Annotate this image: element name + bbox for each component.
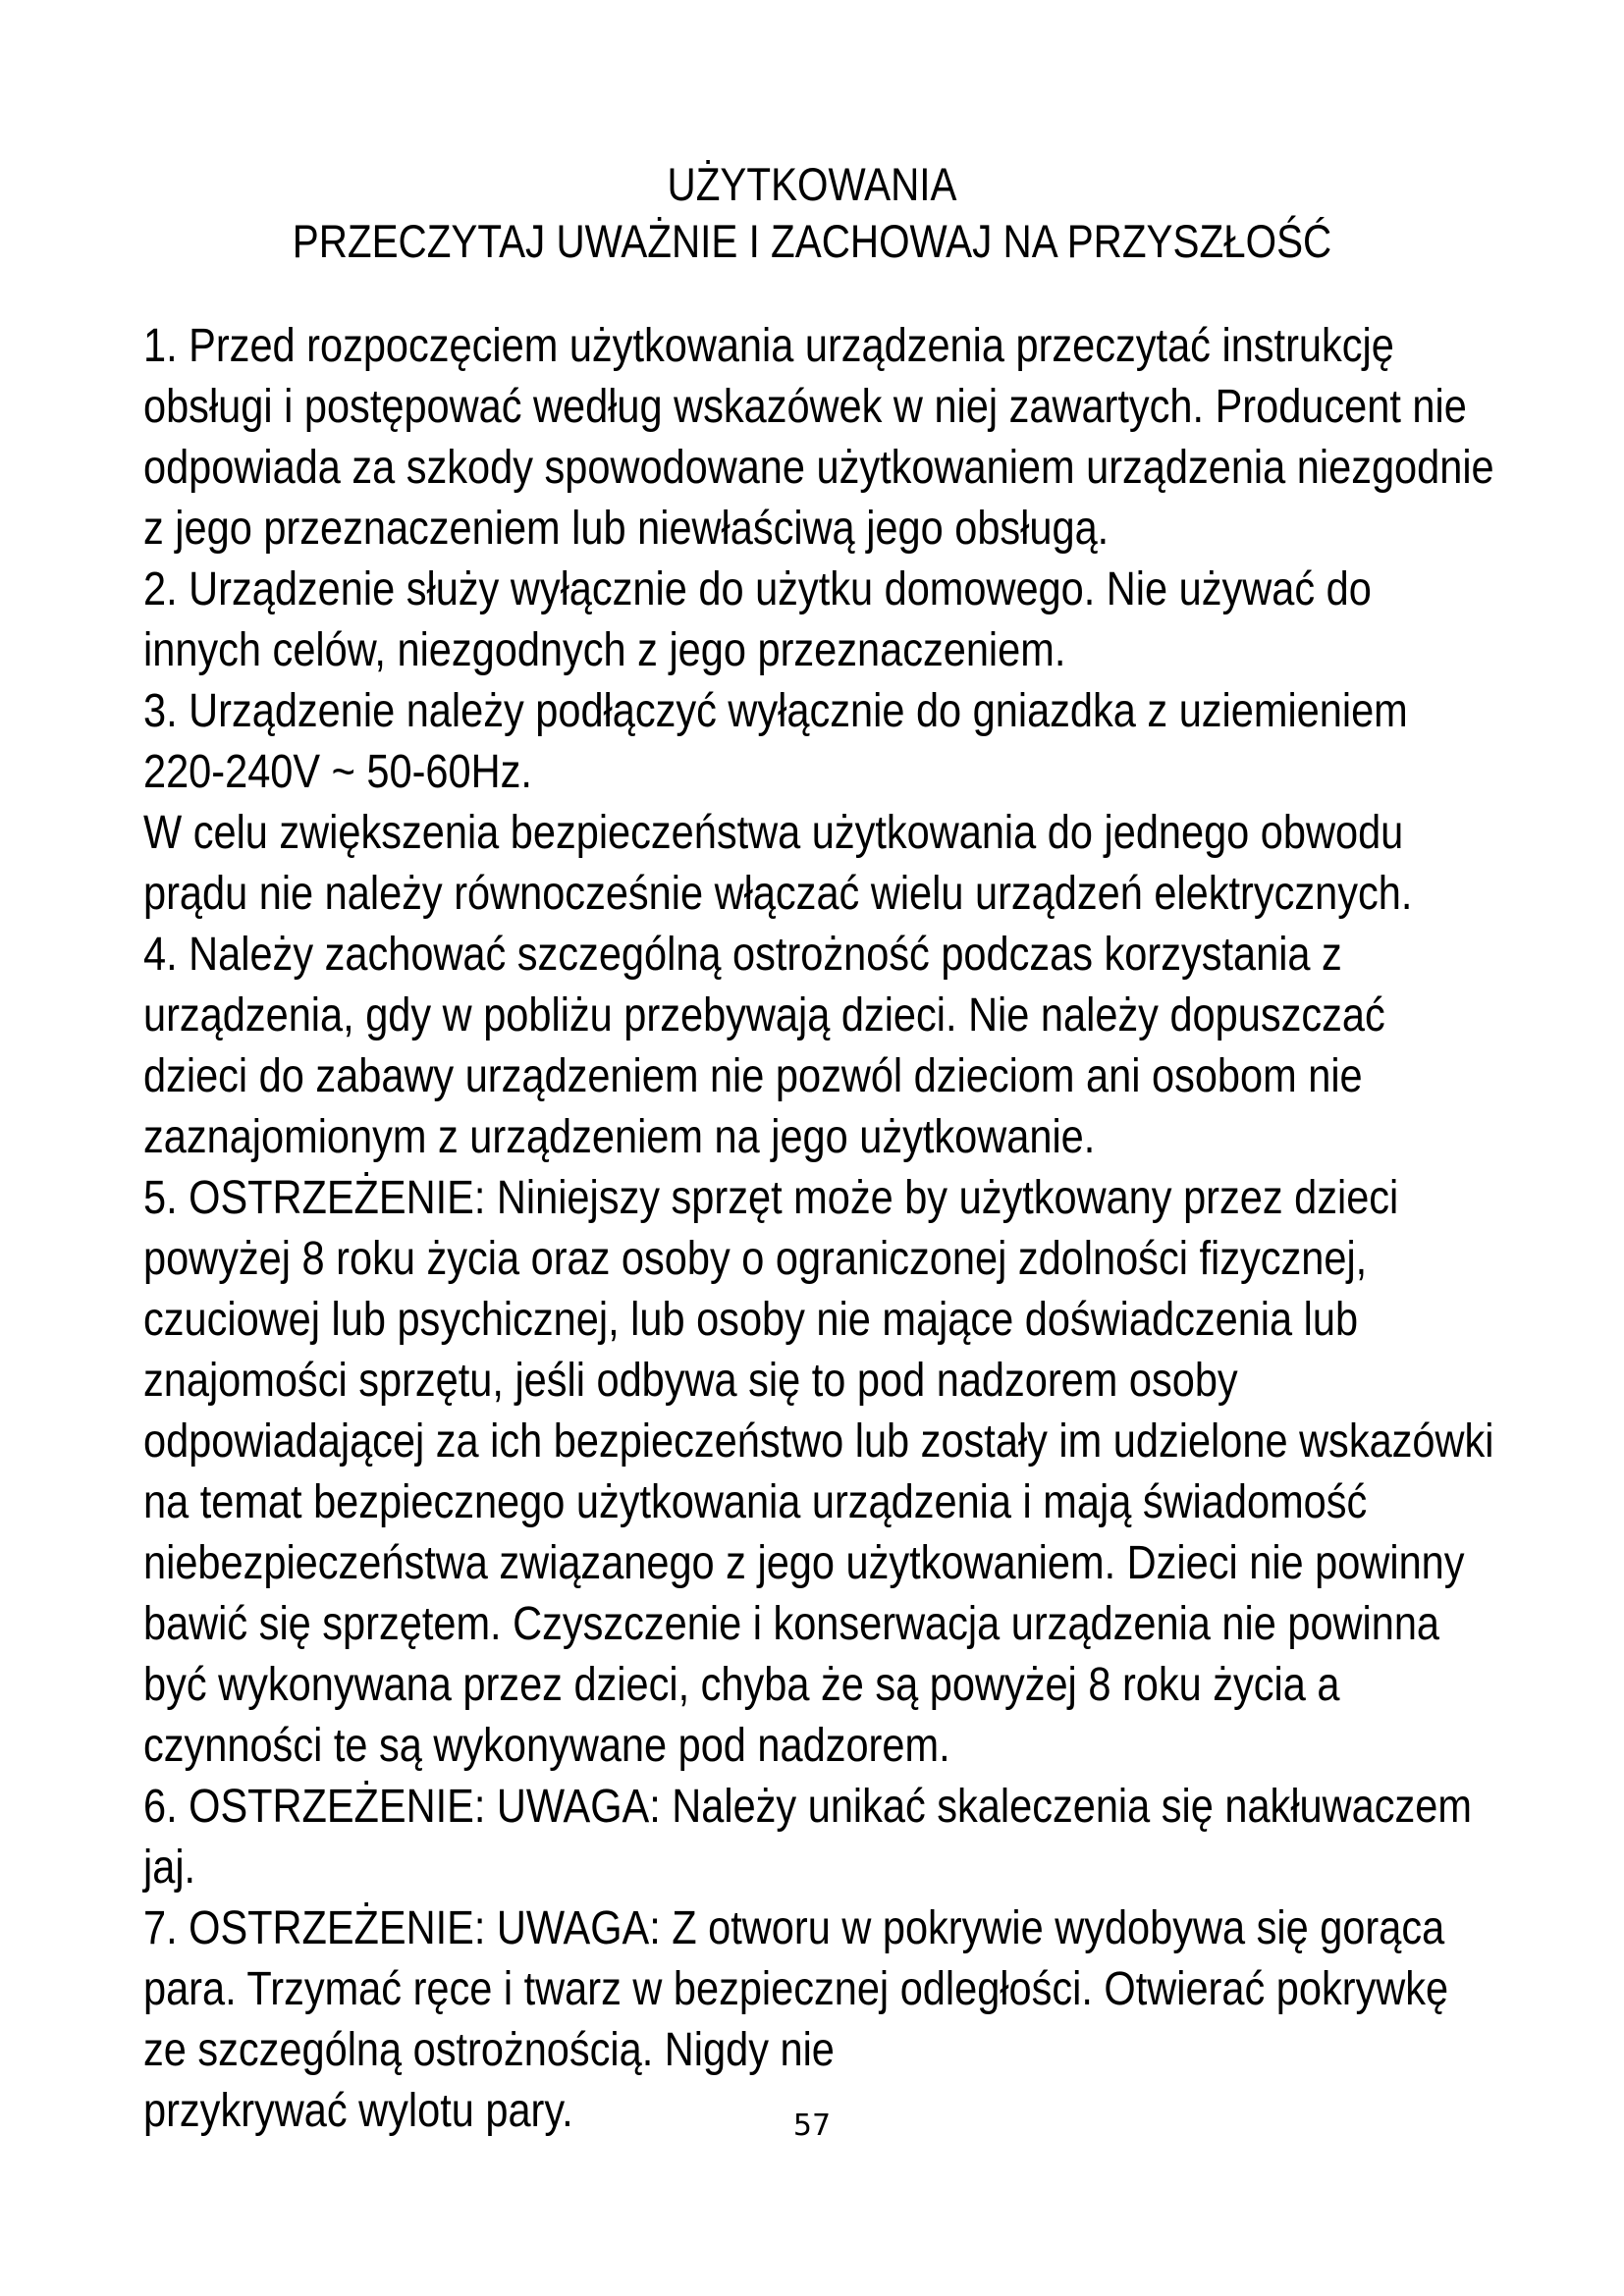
text-line: odpowiadającej za ich bezpieczeństwo lub zostały im udzielone wskazówki bbox=[143, 1415, 1494, 1468]
text-line: przykrywać wylotu pary. bbox=[143, 2085, 573, 2137]
instructions-body bbox=[143, 316, 1494, 2142]
text-line: para. Trzymać ręce i twarz w bezpiecznej odległości. Otwierać pokrywkę bbox=[143, 1963, 1449, 2015]
text-line: urządzenia, gdy w pobliżu przebywają dzieci. Nie należy dopuszczać bbox=[143, 989, 1385, 1041]
text-line: 6. OSTRZEŻENIE: UWAGA: Należy unikać skaleczenia się nakłuwaczem bbox=[143, 1781, 1472, 1833]
text-line: z jego przeznaczeniem lub niewłaściwą jego obsługą. bbox=[143, 503, 1110, 555]
text-line: powyżej 8 roku życia oraz osoby o ograniczonej zdolności fizycznej, bbox=[143, 1233, 1368, 1285]
heading-line-2: PRZECZYTAJ UWAŻNIE I ZACHOWAJ NA PRZYSZŁOŚĆ bbox=[292, 215, 1332, 267]
text-line: innych celów, niezgodnych z jego przeznaczeniem. bbox=[143, 624, 1066, 676]
text-line: 1. Przed rozpoczęciem użytkowania urządzenia przeczytać instrukcję bbox=[143, 320, 1394, 372]
text-line: czynności te są wykonywane pod nadzorem. bbox=[143, 1720, 950, 1772]
text-line: ze szczególną ostrożnością. Nigdy nie bbox=[143, 2024, 835, 2076]
text-line: 2. Urządzenie służy wyłącznie do użytku domowego. Nie używać do bbox=[143, 563, 1372, 615]
text-line: 3. Urządzenie należy podłączyć wyłącznie do gniazdka z uziemieniem bbox=[143, 685, 1408, 737]
text-line: bawić się sprzętem. Czyszczenie i konserwacja urządzenia nie powinna bbox=[143, 1598, 1440, 1650]
text-line: obsługi i postępować według wskazówek w niej zawartych. Producent nie bbox=[143, 381, 1467, 433]
text-line: prądu nie należy równocześnie włączać wielu urządzeń elektrycznych. bbox=[143, 868, 1413, 920]
page-number: 57 bbox=[792, 2109, 832, 2143]
text-line: jaj. bbox=[143, 1842, 196, 1894]
text-line: 7. OSTRZEŻENIE: UWAGA: Z otworu w pokrywie wydobywa się gorąca bbox=[143, 1902, 1445, 1954]
text-line: czuciowej lub psychicznej, lub osoby nie mające doświadczenia lub bbox=[143, 1294, 1359, 1346]
text-line: 220-240V ~ 50-60Hz. bbox=[143, 746, 532, 798]
text-line: odpowiada za szkody spowodowane użytkowaniem urządzenia niezgodnie bbox=[143, 442, 1494, 494]
text-line: niebezpieczeństwa związanego z jego użytkowaniem. Dzieci nie powinny bbox=[143, 1537, 1465, 1589]
text-line: 5. OSTRZEŻENIE: Niniejszy sprzęt może by użytkowany przez dzieci bbox=[143, 1172, 1399, 1224]
text-line: dzieci do zabawy urządzeniem nie pozwól dzieciom ani osobom nie bbox=[143, 1050, 1363, 1102]
text-line: na temat bezpiecznego użytkowania urządzenia i mają świadomość bbox=[143, 1476, 1368, 1528]
heading-line-1: UŻYTKOWANIA bbox=[667, 158, 957, 210]
text-line: 4. Należy zachować szczególną ostrożność podczas korzystania z bbox=[143, 929, 1342, 981]
text-line: znajomości sprzętu, jeśli odbywa się to pod nadzorem osoby bbox=[143, 1355, 1238, 1407]
text-line: być wykonywana przez dzieci, chyba że są powyżej 8 roku życia a bbox=[143, 1659, 1340, 1711]
text-line: zaznajomionym z urządzeniem na jego użytkowanie. bbox=[143, 1111, 1096, 1163]
text-line: W celu zwiększenia bezpieczeństwa użytkowania do jednego obwodu bbox=[143, 807, 1404, 859]
